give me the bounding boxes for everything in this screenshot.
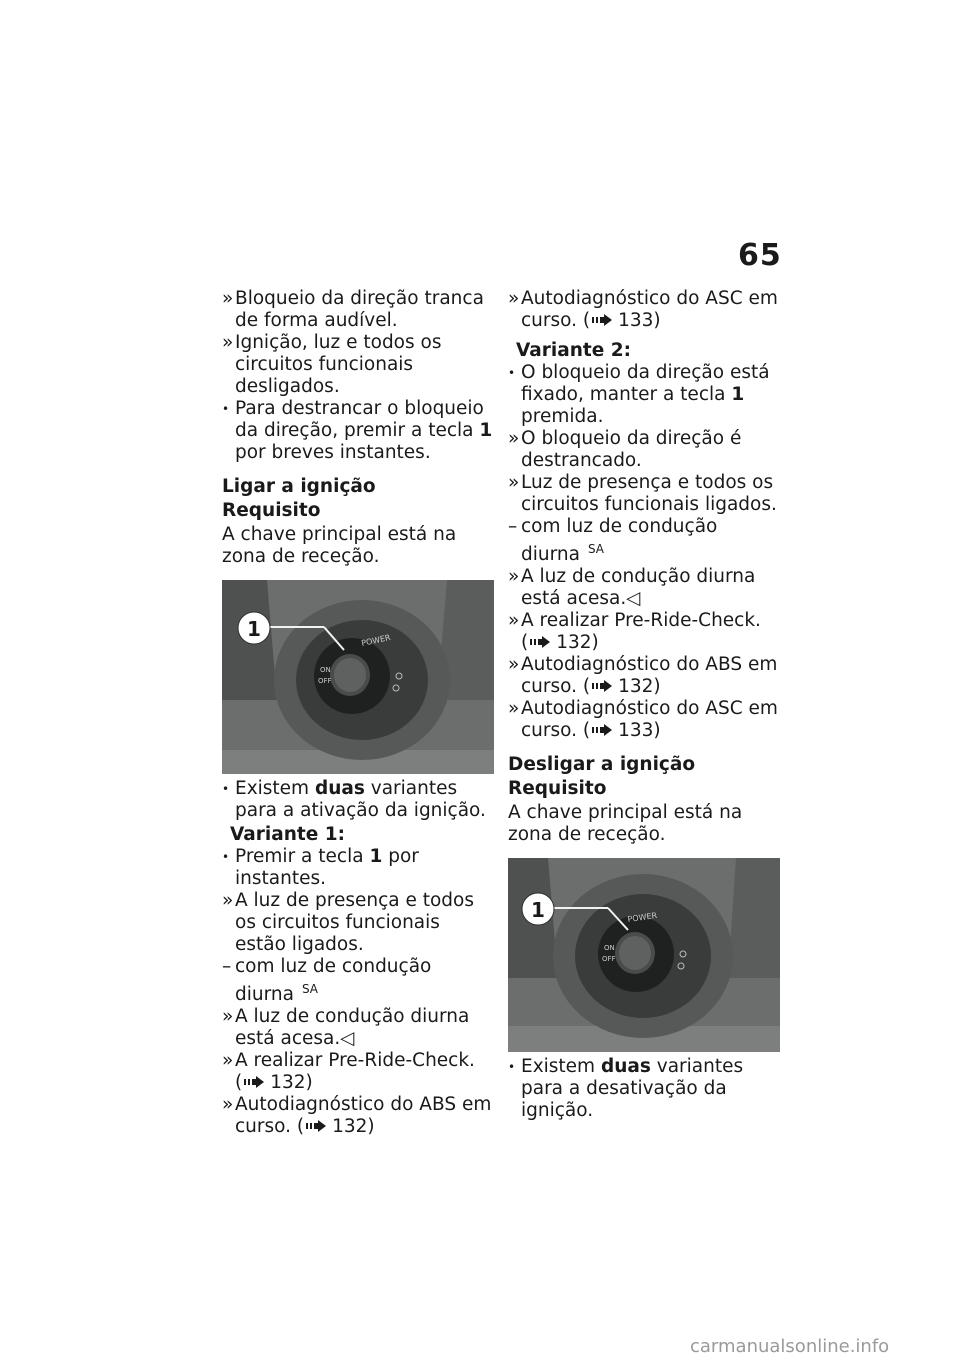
requisite-label: Requisito xyxy=(508,778,607,800)
list-item: » A luz de presença e todos os circuitos funcionais estão ligados. xyxy=(222,890,474,955)
page-reference[interactable]: 132) xyxy=(270,1072,313,1094)
section-heading: Desligar a ignição xyxy=(508,754,696,776)
left-column xyxy=(222,288,494,1138)
list-item: – com luz de condução diurna $^{SA}$ xyxy=(222,956,432,1006)
switch-off-label: OFF xyxy=(602,955,616,964)
page-reference-icon xyxy=(244,1072,264,1094)
list-item: – com luz de condução diurna $^{SA}$ xyxy=(508,516,718,566)
list-item: » Autodiagnóstico do ASC em curso. ( 133) xyxy=(508,288,778,331)
arrow-marker: » xyxy=(222,890,234,911)
list-item: » Autodiagnóstico do ABS em curso. ( 132) xyxy=(508,654,778,698)
list-item: » O bloqueio da direção é destrancado. xyxy=(508,428,742,471)
sa-badge: SA xyxy=(587,542,605,556)
switch-off-label: OFF xyxy=(318,677,332,685)
list-item: » Autodiagnóstico do ABS em curso. ( 132) xyxy=(222,1094,492,1138)
list-item: » Ignição, luz e todos os circuitos funcionais desligados. xyxy=(222,332,442,397)
bullet-marker: • xyxy=(222,402,230,416)
page-reference-icon xyxy=(306,1116,326,1138)
list-item: • Para destrancar o bloqueio da direção, premir a tecla 1 por breves instantes. xyxy=(222,398,493,463)
list-item: » A realizar Pre-Ride-Check. ( 132) xyxy=(508,610,761,654)
page-reference[interactable]: 133) xyxy=(618,310,661,331)
page-reference[interactable]: 132) xyxy=(332,1116,375,1138)
section-heading: Ligar a ignição xyxy=(222,476,376,497)
page-reference-icon xyxy=(530,632,550,654)
list-item: » Luz de presença e todos os circuitos funcionais ligados. xyxy=(508,472,777,515)
arrow-marker: » xyxy=(222,288,234,309)
list-item: » A luz de condução diurna está acesa.◁ xyxy=(508,566,756,610)
ignition-photo xyxy=(222,580,494,774)
bullet-marker: • xyxy=(222,850,230,864)
list-item: » A luz de condução diurna está acesa.◁ xyxy=(222,1006,470,1050)
callout-label: 1 xyxy=(247,617,261,641)
sa-badge: SA xyxy=(301,982,319,996)
arrow-marker: » xyxy=(508,610,520,632)
watermark: carmanualsonline.info xyxy=(690,1336,890,1357)
variant-2-label: Variante 2: xyxy=(516,340,632,361)
list-item: • O bloqueio da direção está fixado, manter a tecla 1 premida. xyxy=(508,362,770,427)
arrow-marker: » xyxy=(508,472,520,493)
requisite-text: A chave principal está na zona de receção. xyxy=(508,802,743,846)
arrow-marker: » xyxy=(222,1006,234,1028)
arrow-marker: » xyxy=(508,698,520,720)
bullet-marker: • xyxy=(508,366,516,380)
list-item: • Existem duas variantes para a desativação da ignição. xyxy=(508,1056,744,1122)
dash-marker: – xyxy=(222,956,232,977)
page-reference[interactable]: 132) xyxy=(556,632,599,654)
requisite-label: Requisito xyxy=(222,500,321,521)
bullet-marker: • xyxy=(508,1060,516,1075)
list-item: • Premir a tecla 1 por instantes. xyxy=(222,846,419,889)
arrow-marker: » xyxy=(222,332,234,353)
page-reference[interactable]: 133) xyxy=(618,720,661,742)
page-reference-icon xyxy=(592,676,612,698)
arrow-marker: » xyxy=(222,1094,234,1116)
right-column xyxy=(508,288,783,1122)
arrow-marker: » xyxy=(508,428,520,449)
page-reference-icon xyxy=(592,720,612,742)
variant-1-label: Variante 1: xyxy=(230,824,346,845)
arrow-marker: » xyxy=(508,566,520,588)
page-number: 65 xyxy=(738,238,782,273)
dash-marker: – xyxy=(508,516,518,537)
ignition-photo xyxy=(508,858,783,1052)
list-item: » Autodiagnóstico do ASC em curso. ( 133) xyxy=(508,698,778,742)
list-item: • Existem duas variantes para a ativação da ignição. xyxy=(222,778,486,821)
page-reference[interactable]: 132) xyxy=(618,676,661,698)
bullet-marker: • xyxy=(222,782,230,796)
switch-on-label: ON xyxy=(320,666,331,674)
power-caption: POWER xyxy=(360,632,392,648)
switch-on-label: ON xyxy=(604,944,615,953)
callout-label: 1 xyxy=(531,898,545,923)
requisite-text: A chave principal está na zona de receção. xyxy=(222,524,457,567)
arrow-marker: » xyxy=(508,654,520,676)
list-item: » Bloqueio da direção tranca de forma audível. xyxy=(222,288,484,331)
list-item: » A realizar Pre-Ride-Check. ( 132) xyxy=(222,1050,475,1094)
arrow-marker: » xyxy=(222,1050,234,1072)
power-caption: POWER xyxy=(627,911,658,925)
page-reference-icon xyxy=(592,310,612,332)
arrow-marker: » xyxy=(508,288,520,309)
